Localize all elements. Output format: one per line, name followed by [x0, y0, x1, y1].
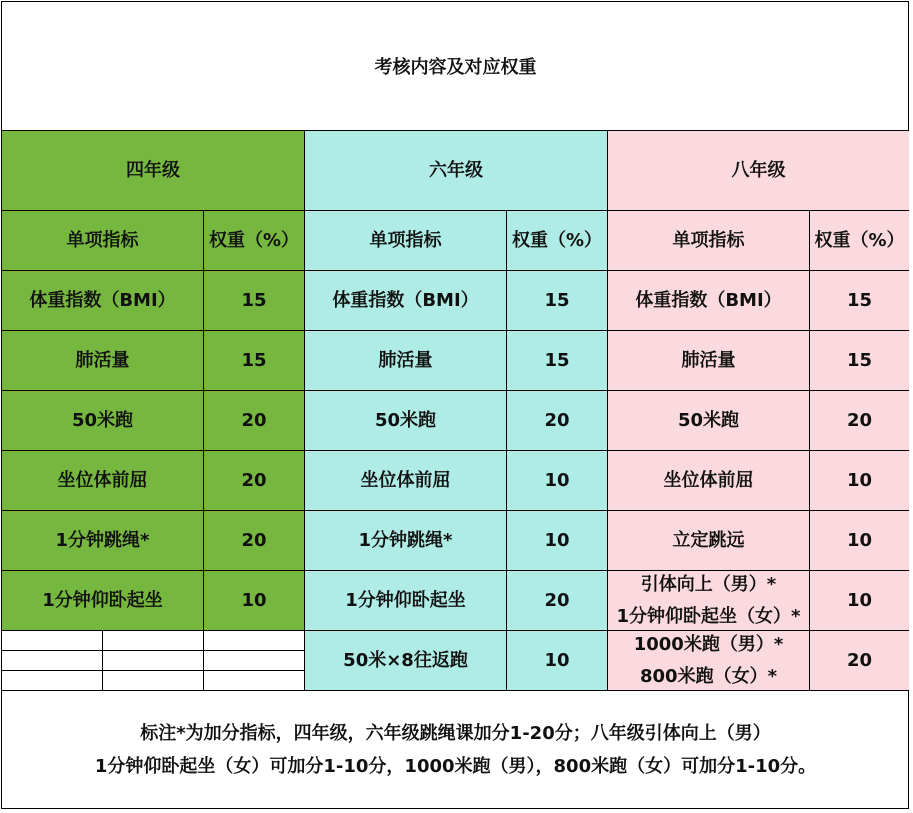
- footnote: [2, 691, 909, 809]
- grade-6-weight: 20: [507, 391, 608, 451]
- grade-6-weight: 10: [507, 511, 608, 571]
- grade-4-weight: 20: [204, 451, 305, 511]
- grade-8-item: 肺活量: [608, 331, 810, 391]
- empty-cell: [103, 651, 204, 671]
- grade-4-weight: 15: [204, 331, 305, 391]
- grade-6-weight: 20: [507, 571, 608, 631]
- grade-4-item: 1分钟跳绳*: [2, 511, 204, 571]
- grade-4-item-header: 单项指标: [2, 211, 204, 271]
- grade-8-item: 50米跑: [608, 391, 810, 451]
- grade-8-weight: 20: [810, 391, 909, 451]
- empty-cell: [204, 651, 305, 671]
- grade-8-item-multiline: [608, 631, 810, 691]
- grade-8-item: 立定跳远: [608, 511, 810, 571]
- grade-6-item-header: 单项指标: [305, 211, 507, 271]
- grade-4-item: 50米跑: [2, 391, 204, 451]
- grade-8-item-line1: 引体向上（男）*: [640, 573, 777, 595]
- grade-6-item: 50米×8往返跑: [305, 631, 507, 691]
- grade-8-weight: 10: [810, 511, 909, 571]
- grade-8-weight: 15: [810, 331, 909, 391]
- grade-4-item: 体重指数（BMI）: [2, 271, 204, 331]
- grade-8-item: 坐位体前屈: [608, 451, 810, 511]
- grade-4-item: 1分钟仰卧起坐: [2, 571, 204, 631]
- empty-cell: [2, 651, 103, 671]
- footnote-line2: 1分钟仰卧起坐（女）可加分1-10分，1000米跑（男），800米跑（女）可加分1-10分。: [94, 756, 817, 777]
- footnote-line1: 标注*为加分指标，四年级，六年级跳绳课加分1-20分；八年级引体向上（男）: [140, 723, 771, 744]
- empty-cell: [103, 631, 204, 651]
- grade-8-item-line1: 1000米跑（男）*: [633, 633, 784, 655]
- grade-8-weight-header: 权重（%）: [810, 211, 909, 271]
- grade-4-weight-header: 权重（%）: [204, 211, 305, 271]
- grade-6-item: 1分钟仰卧起坐: [305, 571, 507, 631]
- grade-4-header: 四年级: [2, 131, 305, 211]
- grade-4-weight: 10: [204, 571, 305, 631]
- grade-8-weight: 10: [810, 451, 909, 511]
- empty-cell: [2, 671, 103, 691]
- grade-6-item: 体重指数（BMI）: [305, 271, 507, 331]
- grade-8-item: 体重指数（BMI）: [608, 271, 810, 331]
- empty-cell: [103, 671, 204, 691]
- empty-cell: [204, 671, 305, 691]
- grade-8-item-multiline: [608, 571, 810, 631]
- grade-6-weight-header: 权重（%）: [507, 211, 608, 271]
- grade-6-weight: 15: [507, 271, 608, 331]
- grade-8-item-line2: 800米跑（女）*: [640, 665, 777, 687]
- grade-8-weight: 10: [810, 571, 909, 631]
- table-title: 考核内容及对应权重: [374, 57, 537, 78]
- grade-4-weight: 20: [204, 391, 305, 451]
- empty-cell: [2, 631, 103, 651]
- grade-8-item-header: 单项指标: [608, 211, 810, 271]
- grade-8-weight: 20: [810, 631, 909, 691]
- grade-6-item: 坐位体前屈: [305, 451, 507, 511]
- grade-8-weight: 15: [810, 271, 909, 331]
- grade-6-weight: 15: [507, 331, 608, 391]
- grade-8-item-line2: 1分钟仰卧起坐（女）*: [616, 605, 801, 627]
- empty-cell: [204, 631, 305, 651]
- grade-6-item: 肺活量: [305, 331, 507, 391]
- grade-6-item: 50米跑: [305, 391, 507, 451]
- grade-4-weight: 20: [204, 511, 305, 571]
- grade-6-weight: 10: [507, 631, 608, 691]
- grade-4-weight: 15: [204, 271, 305, 331]
- grade-4-item: 坐位体前屈: [2, 451, 204, 511]
- grade-6-item: 1分钟跳绳*: [305, 511, 507, 571]
- grade-6-weight: 10: [507, 451, 608, 511]
- grade-6-header: 六年级: [305, 131, 608, 211]
- grade-4-item: 肺活量: [2, 331, 204, 391]
- grade-8-header: 八年级: [608, 131, 909, 211]
